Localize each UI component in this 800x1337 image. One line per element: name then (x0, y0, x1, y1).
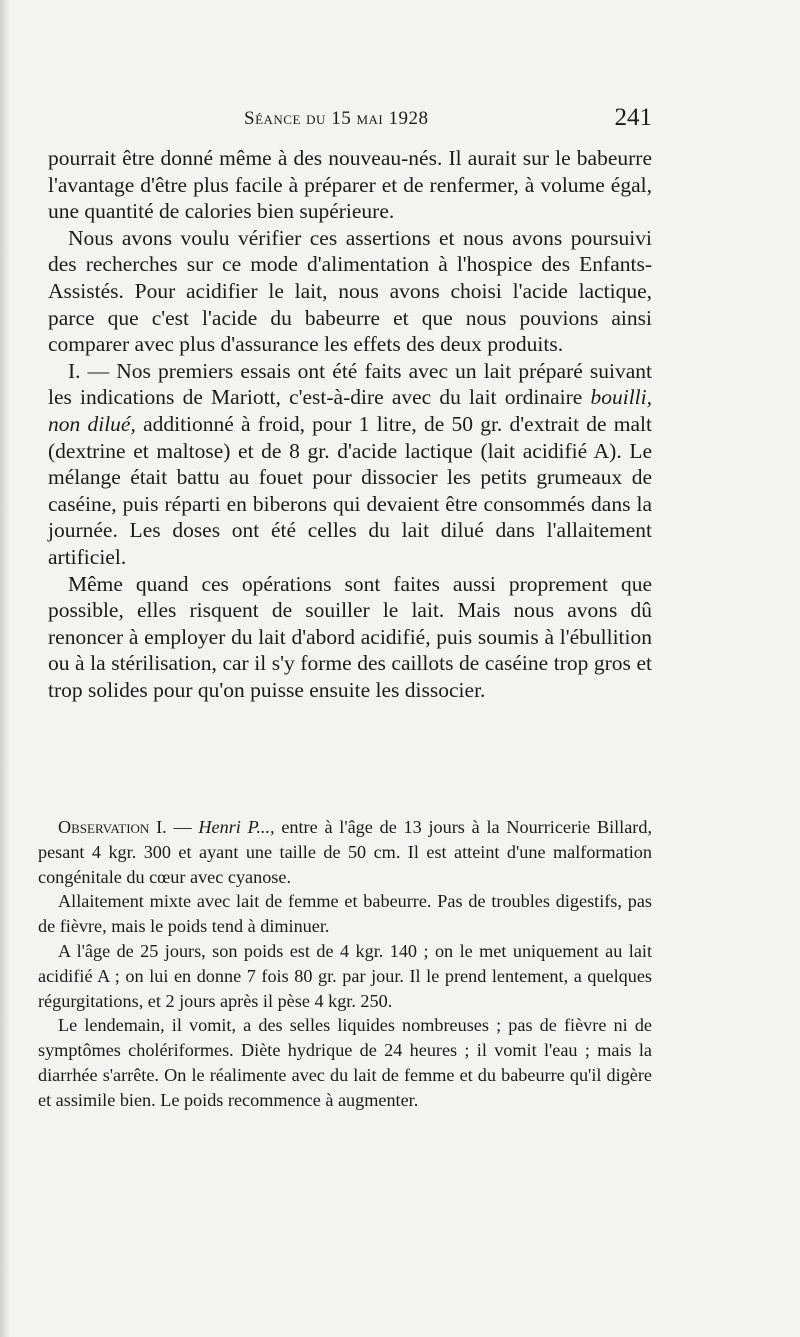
observation-dash: — (166, 817, 199, 837)
paragraph-continuation: pourrait être donné même à des nouveau-nés. Il aurait sur le babeurre l'avantage d'être plus facile à préparer et de renfermer, à volume égal, une quantité de calories bien supérieure. (48, 146, 652, 224)
paragraph-sterilization: Même quand ces opérations sont faites aussi proprement que possible, elles risquent de souiller le lait. Mais nous avons dû renoncer à employer du lait d'abord acidifié, puis soumis à l'ébullition ou à la stérilisation, car il s'y forme des caillots de caséine trop gros et trop solides pour qu'on puisse ensuite les dissocier. (48, 571, 652, 702)
running-title (244, 108, 428, 130)
paragraph-first-trials (48, 358, 652, 571)
paragraph-first-trials-start: I. — Nos premiers essais ont été faits avec un lait préparé suivant les indications de Mariott, c'est-à-dire avec du lait ordinaire (48, 358, 652, 410)
observation-intro (38, 815, 652, 889)
observation-patient: Henri P..., (198, 817, 275, 837)
running-title-year: 1928 (388, 108, 429, 129)
paragraph-first-trials-italic: bouilli, non dilué, (48, 385, 652, 436)
running-title-month: mai (356, 108, 384, 129)
page-number: 241 (614, 104, 652, 131)
paragraph-method: Nous avons voulu vérifier ces assertions et nous avons poursuivi des recherches sur ce mode d'alimentation à l'hospice des Enfants-Assistés. Pour acidifier le lait, nous avons choisi l'acide lactique, parce que c'est l'acide du babeurre et que nous pouvions ainsi comparer avec plus d'assurance les effets des deux produits. (48, 225, 652, 357)
main-text (48, 145, 652, 703)
observation-label: Observation I. (58, 817, 167, 837)
paragraph-first-trials-end: additionné à froid, pour 1 litre, de 50 gr. d'extrait de malt (dextrine et maltose) et de 8 gr. d'acide lactique (lait acidifié A). Le mélange était battu au fouet pour dissocier les petits grumeaux de caséine, puis réparti en biberons qui devaient être consommés dans la journée. Les doses ont été celles du lait dilué dans l'allaitement artificiel. (48, 411, 653, 569)
observation-note: A l'âge de 25 jours, son poids est de 4 kgr. 140 ; on le met uniquement au lait acidifié A ; on lui en donne 7 fois 80 gr. par jour. Il le prend lentement, a quelques régurgitations, et 2 jours après il pèse 4 kgr. 250. (38, 940, 652, 1011)
observation-text: entre à l'âge de 13 jours à la Nourricerie Billard, pesant 4 kgr. 300 et ayant une taille de 50 cm. Il est atteint d'une malformation congénitale du cœur avec cyanose. (38, 817, 653, 887)
running-title-date: 15 (331, 108, 352, 129)
observation-note: Allaitement mixte avec lait de femme et babeurre. Pas de troubles digestifs, pas de fièvre, mais le poids tend à diminuer. (38, 891, 652, 937)
observation-section (38, 815, 652, 1113)
observation-note: Le lendemain, il vomit, a des selles liquides nombreuses ; pas de fièvre ni de symptômes cholériformes. Diète hydrique de 24 heures ; il vomit l'eau ; mais la diarrhée s'arrête. On le réalimente avec du lait de femme et du babeurre qu'il digère et assimile bien. Le poids recommence à augmenter. (38, 1015, 652, 1110)
page-header (48, 104, 652, 140)
running-title-prefix: Séance du (244, 108, 326, 129)
page-edge-shadow (0, 0, 10, 1337)
